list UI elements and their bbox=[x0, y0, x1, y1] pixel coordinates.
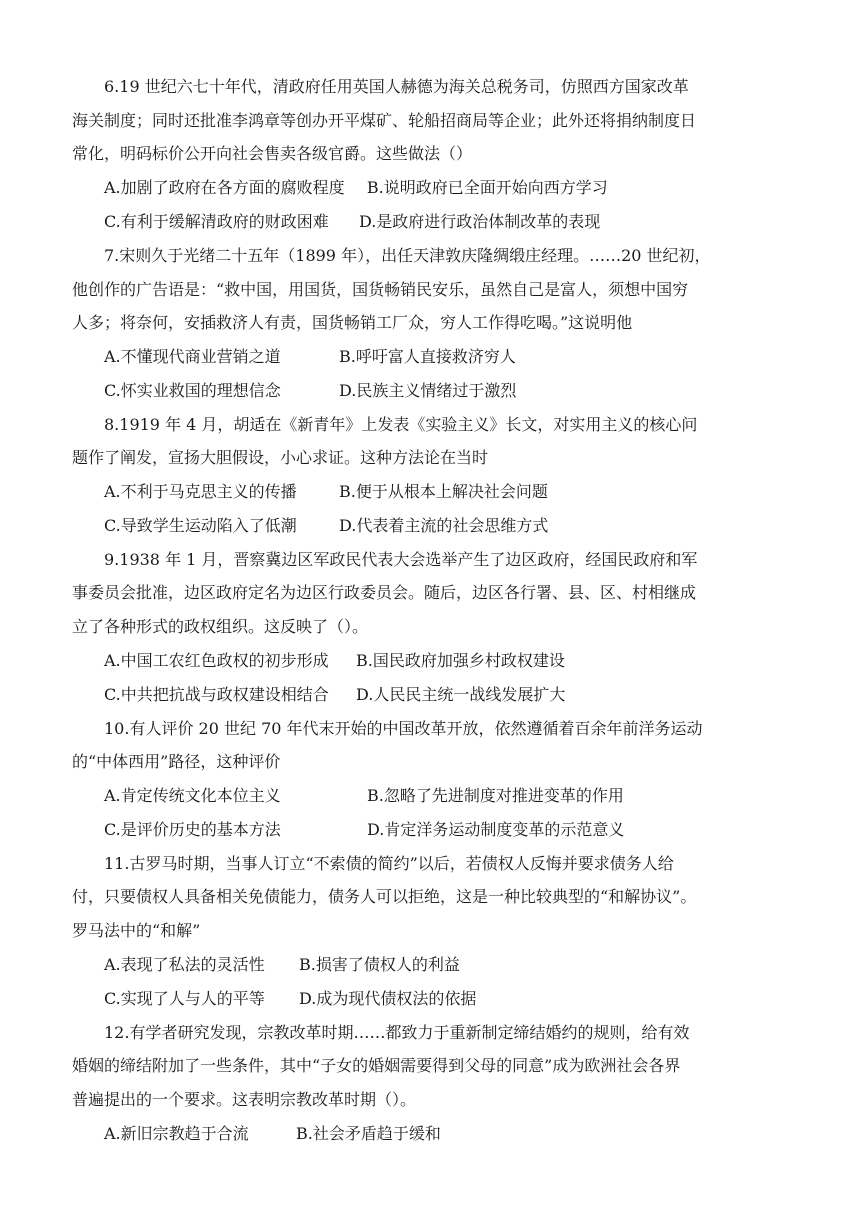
q11-option-c[interactable]: C.实现了人与人的平等 bbox=[104, 989, 265, 1008]
q8-option-c[interactable]: C.导致学生运动陷入了低潮 bbox=[104, 516, 297, 535]
q11-option-d[interactable]: D.成为现代债权法的依据 bbox=[299, 989, 477, 1008]
q9-option-b[interactable]: B.国民政府加强乡村政权建设 bbox=[356, 651, 565, 670]
q7-option-b[interactable]: B.呼吁富人直接救济穷人 bbox=[339, 347, 516, 366]
q10-option-d[interactable]: D.肯定洋务运动制度变革的示范意义 bbox=[367, 820, 625, 839]
q9-option-d[interactable]: D.人民民主统一战线发展扩大 bbox=[356, 685, 566, 704]
q11-option-a[interactable]: A.表现了私法的灵活性 bbox=[104, 955, 265, 974]
q9-options-row-2 bbox=[104, 684, 824, 706]
q12-options-row-1 bbox=[104, 1123, 824, 1145]
q6-option-c[interactable]: C.有利于缓解清政府的财政困难 bbox=[104, 212, 329, 231]
q7-options-row-2 bbox=[104, 380, 824, 402]
q6-stem-line-1: 6.19 世纪六七十年代，清政府任用英国人赫德为海关总税务司，仿照西方国家改革 bbox=[104, 77, 689, 96]
q12-stem-line-1: 12.有学者研究发现，宗教改革时期……都致力于重新制定缔结婚约的规则，给有效 bbox=[104, 1023, 690, 1042]
q7-stem-line-2: 他创作的广告语是：“救中国，用国货，国货畅销民安乐，虽然自己是富人，须想中国穷 bbox=[72, 280, 689, 299]
q8-stem-line-1: 8.1919 年 4 月，胡适在《新青年》上发表《实验主义》长文，对实用主义的核心问 bbox=[104, 415, 698, 434]
q8-options-row-1 bbox=[104, 481, 824, 503]
q6-options-row-1 bbox=[104, 177, 824, 199]
q8-option-a[interactable]: A.不利于马克思主义的传播 bbox=[104, 482, 297, 501]
q6-option-b[interactable]: B.说明政府已全面开始向西方学习 bbox=[366, 178, 608, 197]
q11-stem-line-2: 付，只要债权人具备相关免债能力，债务人可以拒绝，这是一种比较典型的“和解协议”。 bbox=[72, 887, 697, 906]
q7-option-a[interactable]: A.不懂现代商业营销之道 bbox=[104, 347, 281, 366]
q9-stem-line-3: 立了各种形式的政权组织。这反映了（）。 bbox=[72, 617, 369, 636]
q10-stem-line-2: 的“中体西用”路径，这种评价 bbox=[72, 752, 281, 771]
q10-option-b[interactable]: B.忽略了先进制度对推进变革的作用 bbox=[367, 786, 624, 805]
q9-stem-line-1: 9.1938 年 1 月，晋察冀边区军政民代表大会选举产生了边区政府，经国民政府和军 bbox=[104, 550, 698, 569]
q7-options-row-1 bbox=[104, 346, 824, 368]
q10-options-row-1 bbox=[104, 785, 824, 807]
q9-options-row-1 bbox=[104, 650, 824, 672]
q8-stem-line-2: 题作了阐发，宣扬大胆假设，小心求证。这种方法论在当时 bbox=[72, 448, 489, 467]
q6-options-row-2 bbox=[104, 211, 824, 233]
q9-option-a[interactable]: A.中国工农红色政权的初步形成 bbox=[104, 651, 329, 670]
q11-stem-line-1: 11.古罗马时期，当事人订立“不索债的简约”以后，若债权人反悔并要求债务人给 bbox=[104, 854, 674, 873]
q7-option-c[interactable]: C.怀实业救国的理想信念 bbox=[104, 381, 281, 400]
q11-option-b[interactable]: B.损害了债权人的利益 bbox=[299, 955, 460, 974]
q11-options-row-1 bbox=[104, 954, 824, 976]
q6-stem-line-2: 海关制度；同时还批准李鸿章等创办开平煤矿、轮船招商局等企业；此外还将捐纳制度日 bbox=[72, 111, 697, 130]
q10-options-row-2 bbox=[104, 819, 824, 841]
q11-stem-line-3: 罗马法中的“和解” bbox=[72, 921, 201, 940]
q12-stem-line-3: 普遍提出的一个要求。这表明宗教改革时期（）。 bbox=[72, 1090, 417, 1109]
q11-options-row-2 bbox=[104, 988, 824, 1010]
q6-option-a[interactable]: A.加剧了政府在各方面的腐败程度 bbox=[104, 178, 345, 197]
q10-stem-line-1: 10.有人评价 20 世纪 70 年代末开始的中国改革开放，依然遵循着百余年前洋务运动 bbox=[104, 719, 703, 738]
q12-option-b[interactable]: B.社会矛盾趋于缓和 bbox=[296, 1124, 441, 1143]
q10-option-c[interactable]: C.是评价历史的基本方法 bbox=[104, 820, 281, 839]
q8-options-row-2 bbox=[104, 515, 824, 537]
q7-stem-line-3: 人多；将奈何，安插救济人有责，国货畅销工厂众，穷人工作得吃喝。”这说明他 bbox=[72, 313, 633, 332]
q9-stem-line-2: 事委员会批准，边区政府定名为边区行政委员会。随后，边区各行署、县、区、村相继成 bbox=[72, 583, 697, 602]
q9-option-c[interactable]: C.中共把抗战与政权建设相结合 bbox=[104, 685, 329, 704]
q8-option-b[interactable]: B.便于从根本上解决社会问题 bbox=[339, 482, 548, 501]
q8-option-d[interactable]: D.代表着主流的社会思维方式 bbox=[339, 516, 549, 535]
q7-option-d[interactable]: D.民族主义情绪过于激烈 bbox=[339, 381, 517, 400]
q12-stem-line-2: 婚姻的缔结附加了一些条件，其中“子女的婚姻需要得到父母的同意”成为欧洲社会各界 bbox=[72, 1056, 681, 1075]
q12-option-a[interactable]: A.新旧宗教趋于合流 bbox=[104, 1124, 249, 1143]
q6-option-d[interactable]: D.是政府进行政治体制改革的表现 bbox=[358, 212, 601, 231]
q10-option-a[interactable]: A.肯定传统文化本位主义 bbox=[104, 786, 281, 805]
q7-stem-line-1: 7.宋则久于光绪二十五年（1899 年），出任天津敦庆隆绸缎庄经理。……20 世纪初， bbox=[104, 246, 711, 265]
q6-stem-line-3: 常化，明码标价公开向社会售卖各级官爵。这些做法（） bbox=[72, 144, 473, 163]
